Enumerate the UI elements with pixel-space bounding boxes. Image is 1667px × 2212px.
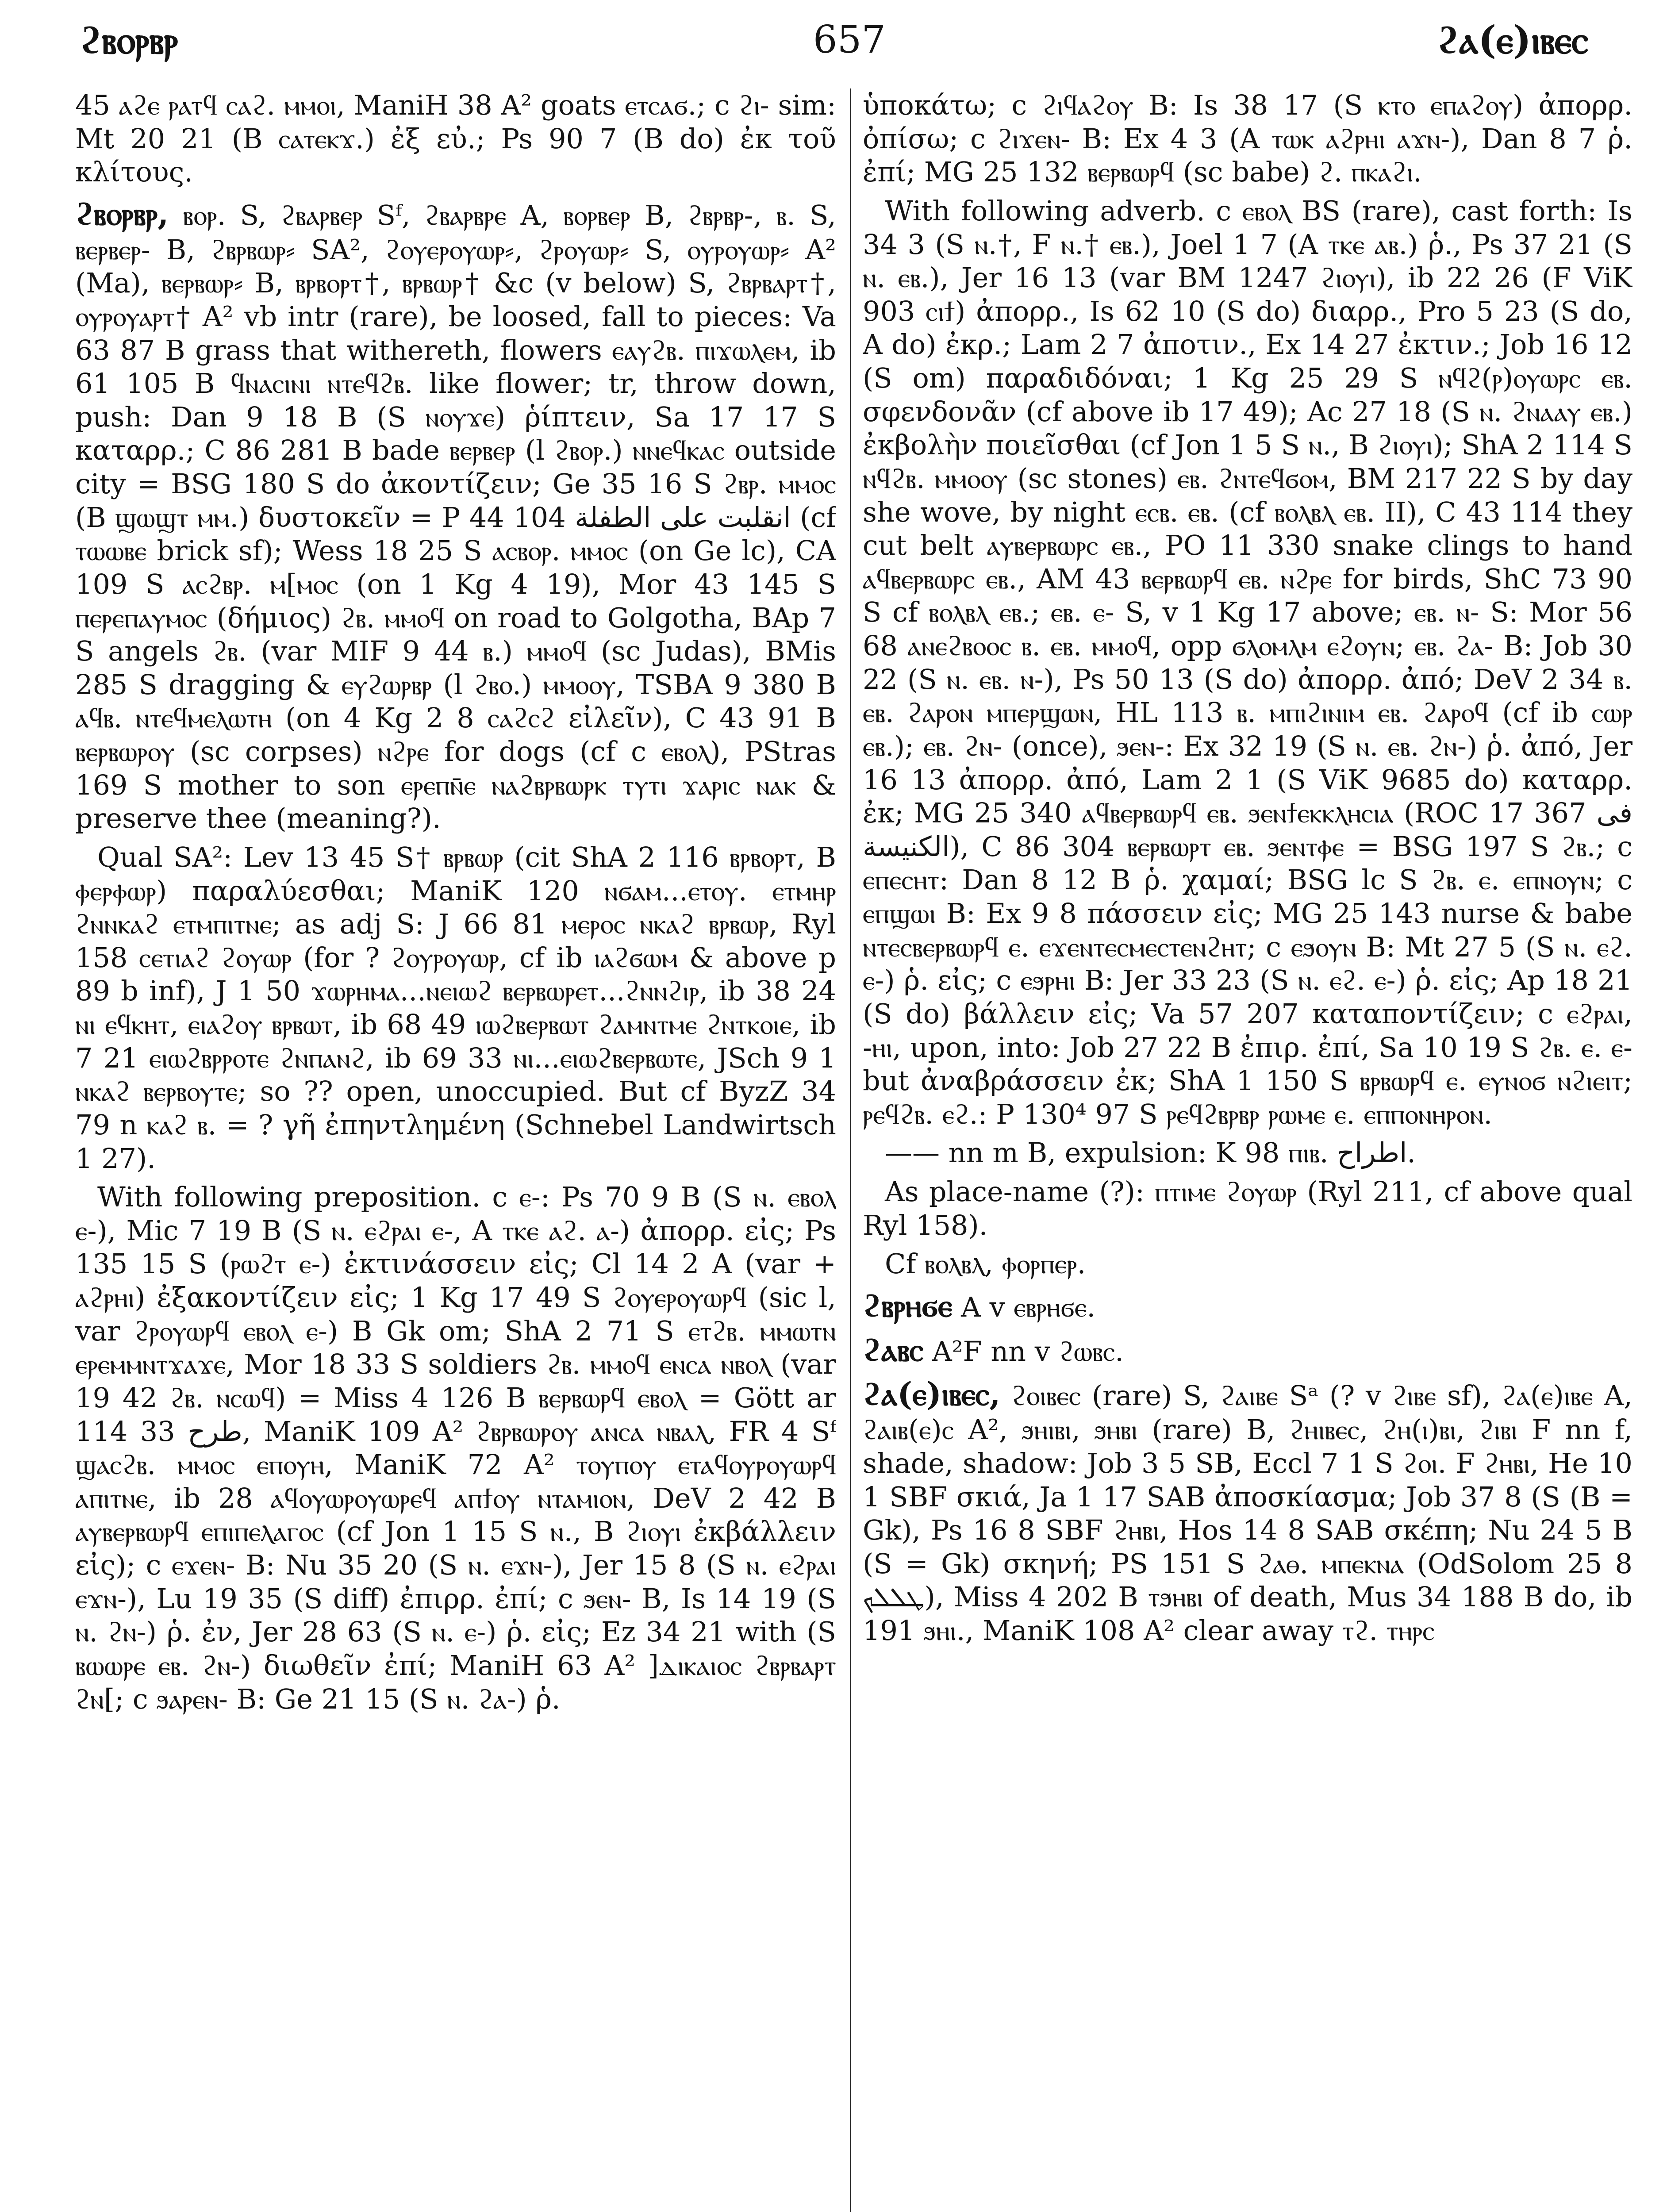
entry-lemma: ϩⲁ(ⲉ)ⲓⲃⲉⲥ, [863, 1375, 1001, 1413]
header-right-lemma: ϩⲁ(ⲉ)ⲓⲃⲉⲥ [1437, 18, 1588, 62]
page-number: 657 [813, 18, 886, 62]
continued-text: 45 ⲁϩⲉ ⲣⲁⲧϥ ⲥⲁϩ. ⲙⲙⲟⲓ, ManiH 38 A² goats ⲉⲧⲥⲁϭ.; c ϩⲓ- sim: Mt 20 21 (B ⲥⲁⲧⲉⲕϫ.) ἐξ εὐ.; Ps 90 7 (B do) ἐκ τοῦ κλίτους. [75, 89, 836, 188]
dictionary-entry [863, 1375, 1632, 1647]
entry-body: A²F nn v ϩⲱⲃⲥ. [923, 1335, 1124, 1367]
entry-lemma: ϩⲃⲣⲏϭⲉ [863, 1286, 953, 1324]
sub-paragraph: Cf ⲃⲟⲗⲃⲗ, ⲫⲟⲣⲡⲉⲣ. [885, 1248, 1086, 1280]
dictionary-entry [75, 194, 836, 835]
sub-paragraph: With following preposition. c ⲉ-: Ps 70 9 B (S ⲛ. ⲉⲃⲟⲗ ⲉ-), Mic 7 19 B (S ⲛ. ⲉϩⲣⲁⲓ ⲉ-, A ⲧⲕⲉ ⲁϩ. ⲁ-) ἀπορρ. εἰς; Ps 135 15 S (ⲣⲱϩⲧ ⲉ-) ἐκτινάσσειν εἰς; Cl 14 2 A (var + ⲁϩⲣⲏⲓ) ἐξακοντίζειν εἰς; 1 Kg 17 49 S ϩⲟⲩⲉⲣⲟⲩⲱⲣϥ (sic l, var ϩⲣⲟⲩⲱⲣϥ ⲉⲃⲟⲗ ⲉ-) B Gk om; ShA 2 71 S ⲉⲧϩⲃ. ⲙⲙⲱⲧⲛ ⲉⲣⲉⲙⲙⲛⲧϫⲁϫⲉ, Mor 18 33 S soldiers ϩⲃ. ⲙⲙⲟϥ ⲉⲛⲥⲁ ⲛⲃⲟⲗ (var 19 42 ϩⲃ. ⲛⲥⲱϥ) = Miss 4 126 B ⲃⲉⲣⲃⲱⲣϥ ⲉⲃⲟⲗ = Gött ar 114 33 طرح, ManiK 109 A² ϩⲃⲣⲃⲱⲣⲟⲩ ⲁⲛⲥⲁ ⲛⲃⲁⲗ, FR 4 Sᶠ ϣⲁⲥϩⲃ. ⲙⲙⲟⲥ ⲉⲡⲟⲩⲏ, ManiK 72 A² ⲧⲟⲩⲡⲟⲩ ⲉⲧⲁϥⲟⲩⲣⲟⲩⲱⲣϥ ⲁⲡⲓⲧⲛⲉ, ib 28 ⲁϥⲟⲩⲱⲣⲟⲩⲱⲣⲉϥ ⲁⲡϯⲟⲩ ⲛⲧⲁⲙⲓⲟⲛ, DeV 2 42 B ⲁⲩⲃⲉⲣⲃⲱⲣϥ ⲉⲡⲓⲡⲉⲗⲁⲅⲟⲥ (cf Jon 1 15 S ⲛ., B ϩⲓⲟⲩⲓ ἐκβάλλειν εἰς); c ⲉϫⲉⲛ- B: Nu 35 20 (S ⲛ. ⲉϫⲛ-), Jer 15 8 (S ⲛ. ⲉϩⲣⲁⲓ ⲉϫⲛ-), Lu 19 35 (S diff) ἐπιρρ. ἐπί; c ϧⲉⲛ- B, Is 14 19 (S ⲛ. ϩⲛ-) ῥ. ἐν, Jer 28 63 (S ⲛ. ⲉ-) ῥ. εἰς; Ez 34 21 with (S ⲃⲱⲱⲣⲉ ⲉⲃ. ϩⲛ-) διωθεῖν ἐπί; ManiH 63 A² ]ⲇⲓⲕⲁⲓⲟⲥ ϩⲃⲣⲃⲁⲣⲧ ϩⲛ[; c ϧⲁⲣⲉⲛ- B: Ge 21 15 (S ⲛ. ϩⲁ-) ῥ. [75, 1181, 836, 1715]
entry-lemma: ϩⲃⲟⲣⲃⲣ, [75, 194, 169, 232]
sub-paragraph: —— nn m B, expulsion: K 98 ⲡⲓⲃ. اطراح. [885, 1137, 1416, 1169]
entry-body: A v ⲉⲃⲣⲏϭⲉ. [952, 1290, 1096, 1323]
column-divider [850, 88, 851, 2212]
left-column [75, 88, 836, 2212]
sub-paragraph: As place-name (?): ⲡⲧⲓⲙⲉ ϩⲟⲩⲱⲣ (Ryl 211, cf above qual Ryl 158). [863, 1175, 1632, 1241]
entry-lemma: ϩⲁⲃⲥ [863, 1330, 924, 1368]
header-left-lemma: ϩⲃⲟⲣⲃⲣ [80, 18, 178, 62]
sub-paragraph: With following adverb. c ⲉⲃⲟⲗ BS (rare), cast forth: Is 34 3 (S ⲛ.†, F ⲛ.† ⲉⲃ.), Joel 1 7 (A ⲧⲕⲉ ⲁⲃ.) ῥ., Ps 37 21 (S ⲛ. ⲉⲃ.), Jer 16 13 (var BM 1247 ϩⲓⲟⲩⲓ), ib 22 26 (F ViK 903 ⲥⲓϯ) ἀπορρ., Is 62 10 (S do) διαρρ., Pro 5 23 (S do, A do) ἐκρ.; Lam 2 7 ἀποτιν., Ex 14 27 ἐκτιν.; Job 16 12 (S om) παραδιδόναι; 1 Kg 25 29 S ⲛϥϩ(ⲣ)ⲟⲩⲱⲣⲥ ⲉⲃ. σφενδονᾶν (cf above ib 17 49); Ac 27 18 (S ⲛ. ϩⲛⲁⲁⲩ ⲉⲃ.) ἐκβολὴν ποιεῖσθαι (cf Jon 1 5 S ⲛ., B ϩⲓⲟⲩⲓ); ShA 2 114 S ⲛϥϩⲃ. ⲙⲙⲟⲟⲩ (sc stones) ⲉⲃ. ϩⲛⲧⲉϥϭⲟⲙ, BM 217 22 S by day she wove, by night ⲉⲥⲃ. ⲉⲃ. (cf ⲃⲟⲗⲃⲗ ⲉⲃ. II), C 43 114 they cut belt ⲁⲩⲃⲉⲣⲃⲱⲣⲥ ⲉⲃ., PO 11 330 snake clings to hand ⲁϥⲃⲉⲣⲃⲱⲣⲥ ⲉⲃ., AM 43 ⲃⲉⲣⲃⲱⲣϥ ⲉⲃ. ⲛϩⲣⲉ for birds, ShC 73 90 S cf ⲃⲟⲗⲃⲗ ⲉⲃ.; ⲉⲃ. ⲉ- S, v 1 Kg 17 above; ⲉⲃ. ⲛ- S: Mor 56 68 ⲁⲛⲉϩⲃⲟⲟⲥ ⲃ. ⲉⲃ. ⲙⲙⲟϥ, opp ϭⲗⲟⲙⲗⲙ ⲉϩⲟⲩⲛ; ⲉⲃ. ϩⲁ- B: Job 30 22 (S ⲛ. ⲉⲃ. ⲛ-), Ps 50 13 (S do) ἀπορρ. ἀπό; DeV 2 34 ⲃ. ⲉⲃ. ϩⲁⲣⲟⲛ ⲙⲡⲉⲣϣⲱⲛ, HL 113 ⲃ. ⲙⲡⲓϩⲓⲛⲓⲙ ⲉⲃ. ϩⲁⲣⲟϥ (cf ib ⲥⲱⲣ ⲉⲃ.); ⲉⲃ. ϩⲛ- (once), ϧⲉⲛ-: Ex 32 19 (S ⲛ. ⲉⲃ. ϩⲛ-) ῥ. ἀπό, Jer 16 13 ἀπορρ. ἀπό, Lam 2 1 (S ViK 9685 do) καταρρ. ἐκ; MG 25 340 ⲁϥⲃⲉⲣⲃⲱⲣϥ ⲉⲃ. ϧⲉⲛϯⲉⲕⲕⲗⲏⲥⲓⲁ (ROC 17 367 فی الكنيسة), C 86 304 ⲃⲉⲣⲃⲱⲣⲧ ⲉⲃ. ϧⲉⲛⲧⲫⲉ = BSG 197 S ϩⲃ.; c ⲉⲡⲉⲥⲏⲧ: Dan 8 12 B ῥ. χαμαί; BSG lc S ϩⲃ. ⲉ. ⲉⲡⲛⲟⲩⲛ; c ⲉⲡϣⲱⲓ B: Ex 9 8 πάσσειν εἰς; MG 25 143 nurse & babe ⲛⲧⲉⲥⲃⲉⲣⲃⲱⲣϥ ⲉ. ⲉϫⲉⲛⲧⲉⲥⲙⲉⲥⲧⲉⲛϩⲏⲧ; c ⲉϧⲟⲩⲛ B: Mt 27 5 (S ⲛ. ⲉϩ. ⲉ-) ῥ. εἰς; c ⲉϧⲣⲏⲓ B: Jer 33 23 (S ⲛ. ⲉϩ. ⲉ-) ῥ. εἰς; Ap 18 21 (S do) βάλλειν εἰς; Va 57 207 καταποντίζειν; c ⲉϩⲣⲁⲓ, -ⲏⲓ, upon, into: Job 27 22 B ἐπιρ. ἐπί, Sa 10 19 S ϩⲃ. ⲉ. ⲉ- but ἀναβράσσειν ἐκ; ShA 1 150 S ⲃⲣⲃⲱⲣϥ ⲉ. ⲉⲩⲛⲟϭ ⲛϩⲓⲉⲓⲧ; ⲣⲉϥϩⲃ. ⲉϩ.: P 130⁴ 97 S ⲣⲉϥϩⲃⲣⲃⲣ ⲣⲱⲙⲉ ⲉ. ⲉⲡⲡⲟⲛⲏⲣⲟⲛ. [863, 194, 1632, 1130]
entry-body: ⲃⲟⲣ. S, ϩⲃⲁⲣⲃⲉⲣ Sᶠ, ϩⲃⲁⲣⲃⲣⲉ A, ⲃⲟⲣⲃⲉⲣ B, ϩⲃⲣⲃⲣ-, ⲃ. S, ⲃⲉⲣⲃⲉⲣ- B, ϩⲃⲣⲃⲱⲣ⸗ SA², ϩⲟⲩⲉⲣⲟⲩⲱⲣ⸗, ϩⲣⲟⲩⲱⲣ⸗ S, ⲟⲩⲣⲟⲩⲱⲣ⸗ A² (Ma), ⲃⲉⲣⲃⲱⲣ⸗ B, ⲃⲣⲃⲟⲣⲧ†, ⲃⲣⲃⲱⲣ† &c (v below) S, ϩⲃⲣⲃⲁⲣⲧ†, ⲟⲩⲣⲟⲩⲁⲣⲧ† A² vb intr (rare), be loosed, fall to pieces: Va 63 87 B grass that withereth, flowers ⲉⲁⲩϩⲃ. ⲡⲓϫⲱⲗⲉⲙ, ib 61 105 B ϥⲛⲁⲥⲓⲛⲓ ⲛⲧⲉϥϩⲃ. like flower; tr, throw down, push: Dan 9 18 B (S ⲛⲟⲩϫⲉ) ῥίπτειν, Sa 17 17 S καταρρ.; C 86 281 B bade ⲃⲉⲣⲃⲉⲣ (l ϩⲃⲟⲣ.) ⲛⲛⲉϥⲕⲁⲥ outside city = BSG 180 S do ἀκοντίζειν; Ge 35 16 S ϩⲃⲣ. ⲙⲙⲟⲥ (B ϣⲱϣⲧ ⲙⲙ.) δυστοκεῖν = P 44 104 انقلبت على الطفلة (cf ⲧⲱⲱⲃⲉ brick sf); Wess 18 25 S ⲁⲥⲃⲟⲣ. ⲙⲙⲟⲥ (on Ge lc), CA 109 S ⲁⲥϩⲃⲣ. ⲙ[ⲙⲟⲥ (on 1 Kg 4 19), Mor 43 145 S ⲡⲉⲣⲉⲡⲁⲩⲙⲟⲥ (δήμιος) ϩⲃ. ⲙⲙⲟϥ on road to Golgotha, BAp 7 S angels ϩⲃ. (var MIF 9 44 ⲃ.) ⲙⲙⲟϥ (sc Judas), BMis 285 S dragging & ⲉⲩϩⲱⲣⲃⲣ (l ϩⲃⲟ.) ⲙⲙⲟⲟⲩ, TSBA 9 380 B ⲁϥⲃ. ⲛⲧⲉϥⲙⲉⲗⲱⲧⲏ (on 4 Kg 2 8 ⲥⲁϩⲥϩ εἰλεῖν), C 43 91 B ⲃⲉⲣⲃⲱⲣⲟⲩ (sc corpses) ⲛϩⲣⲉ for dogs (cf c ⲉⲃⲟⲗ), PStras 169 S mother to son ⲉⲣⲉⲡⲛ̄ⲉ ⲛⲁϩⲃⲣⲃⲱⲣⲕ ⲧⲩⲧⲓ ϫⲁⲣⲓⲥ ⲛⲁⲕ & preserve thee (meaning?). [75, 199, 836, 835]
dictionary-entry [863, 1286, 1632, 1325]
sub-paragraph: Qual SA²: Lev 13 45 S† ⲃⲣⲃⲱⲣ (cit ShA 2 116 ⲃⲣⲃⲟⲣⲧ, B ⲫⲉⲣⲫⲱⲣ) παραλύεσθαι; ManiK 120 ⲛϭⲁⲙ...ⲉⲧⲟⲩ. ⲉⲧⲙⲏⲣ ϩⲛⲛⲕⲁϩ ⲉⲧⲙⲡⲓⲧⲛⲉ; as adj S: J 66 81 ⲙⲉⲣⲟⲥ ⲛⲕⲁϩ ⲃⲣⲃⲱⲣ, Ryl 158 ⲥⲉⲧⲓⲁϩ ϩⲟⲩⲱⲣ (for ? ϩⲟⲩⲣⲟⲩⲱⲣ, cf ib ⲓⲁϩϭⲱⲙ & above p 89 b inf), J 1 50 ϫⲱⲣⲏⲙⲁ...ⲛⲉⲓⲱϩ ⲃⲉⲣⲃⲱⲣⲉⲧ...ϩⲛⲛϩⲓⲣ, ib 38 24 ⲛⲓ ⲉϥⲕⲏⲧ, ⲉⲓⲁϩⲟⲩ ⲃⲣⲃⲱⲧ, ib 68 49 ⲓⲱϩⲃⲉⲣⲃⲱⲧ ϩⲁⲙⲛⲧⲙⲉ ϩⲛⲧⲕⲟⲓⲉ, ib 7 21 ⲉⲓⲱϩⲃⲣⲣⲟⲧⲉ ϩⲛⲡⲁⲛϩ, ib 69 33 ⲛⲓ...ⲉⲓⲱϩⲃⲉⲣⲃⲱⲧⲉ, JSch 9 1 ⲛⲕⲁϩ ⲃⲉⲣⲃⲟⲩⲧⲉ; so ?? open, unoccupied. But cf ByzZ 34 79 n ⲕⲁϩ ⲃ. = ? γῆ ἐπηντλημένη (Schnebel Landwirtsch 1 27). [75, 841, 836, 1175]
continued-text: ὑποκάτω; c ϩⲓϥⲁϩⲟⲩ B: Is 38 17 (S ⲕⲧⲟ ⲉⲡⲁϩⲟⲩ) ἀπορρ. ὀπίσω; c ϩⲓϫⲉⲛ- B: Ex 4 3 (A ⲧⲱⲕ ⲁϩⲣⲏⲓ ⲁϫⲛ-), Dan 8 7 ῥ. ἐπί; MG 25 132 ⲃⲉⲣⲃⲱⲣϥ (sc babe) ϩ. ⲡⲕⲁϩⲓ. [863, 89, 1632, 188]
right-column [863, 88, 1632, 2212]
running-header [75, 18, 1615, 84]
entry-body: ϩⲟⲓⲃⲉⲥ (rare) S, ϩⲁⲓⲃⲉ Sᵃ (? v ϩⲓⲃⲉ sf), ϩⲁ(ⲉ)ⲓⲃⲉ A, ϩⲁⲓⲃ(ⲉ)ⲥ A², ϧⲏⲓⲃⲓ, ϧⲏⲃⲓ (rare) B, ϩⲏⲓⲃⲉⲥ, ϩⲏ(ⲓ)ⲃⲓ, ϩⲓⲃⲓ F nn f, shade, shadow: Job 3 5 SB, Eccl 7 1 S ϩⲟⲓ. F ϩⲏⲃⲓ, He 10 1 SBF σκιά, Ja 1 17 SAB ἀποσκίασμα; Job 37 8 (S (B = Gk), Ps 16 8 SBF ϩⲏⲃⲓ, Hos 14 8 SAB σκέπη; Nu 24 5 B (S = Gk) σκηνή; PS 151 S ϩⲁⲑ. ⲙⲡⲉⲕⲛⲁ (OdSolom 25 8 ܛܠܠܟ), Miss 4 202 B ⲧϧⲏⲃⲓ of death, Mus 34 188 B do, ib 191 ϧⲏⲓ., ManiK 108 A² clear away ⲧϩ. ⲧⲏⲣⲥ [863, 1379, 1632, 1647]
dictionary-entry [863, 1330, 1632, 1369]
